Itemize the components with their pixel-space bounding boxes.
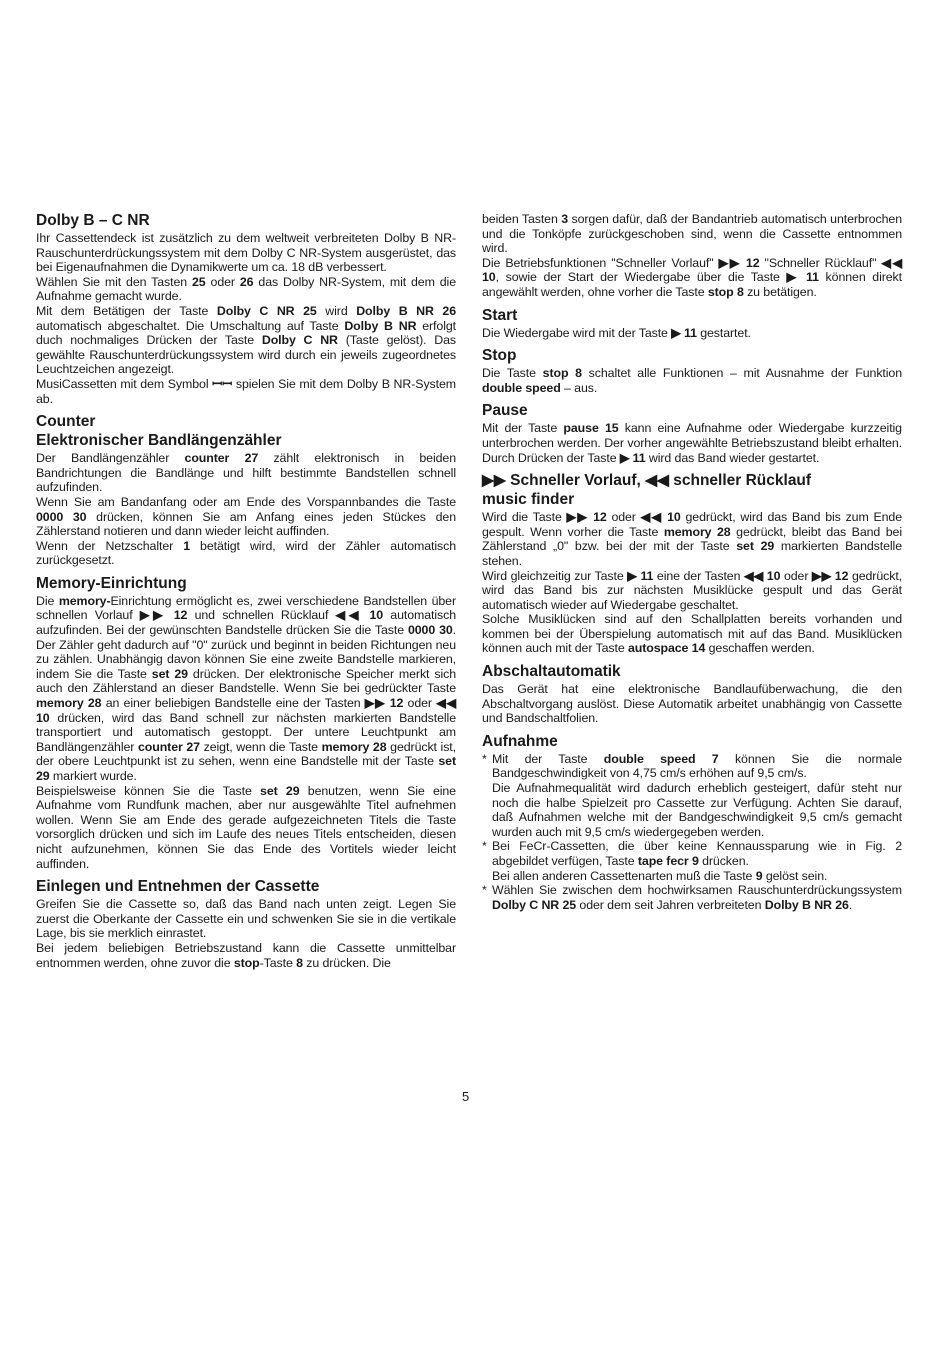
- page-number: 5: [462, 1089, 470, 1104]
- dolby-symbol-icon: ꟷꟷ: [212, 376, 233, 391]
- section-title-memory: Memory-Einrichtung: [36, 574, 187, 592]
- section-title-stop: Stop: [482, 347, 517, 365]
- intro-paragraph-2: Die Betriebsfunktionen "Schneller Vorlauf" ▶▶ 12 "Schneller Rücklauf" ◀◀ 10, sowie der Start der Wiedergabe über die Taste ▶ 11 können direkt angewählt werden, ohne vorher die Taste stop 8 zu betätigen.: [482, 255, 902, 299]
- list-item: * Mit der Taste double speed 7 können Sie die normale Bandgeschwindigkeit von 4,75 cm/s erhöhen auf 9,5 cm/s. Die Aufnahmequalität wird dadurch erheblich gesteigert, dafür steht nur noch die halbe Spielzeit pro Cassette zur Verfügung. Achten Sie darauf, daß Aufnahmen welche mit der Bandgeschwindigkeit 9,5 cm/s gemacht wurden auch mit 9,5 cm/s wiedergegeben werden.: [482, 752, 902, 840]
- dolby-paragraph-1: Ihr Cassettendeck ist zusätzlich zu dem weltweit verbreiteten Dolby B NR-Rauschunterdrückungssystem mit dem Dolby C NR-System ausgerüstet, das bei Eigenaufnahmen die Dynamikwerte um ca. 18 dB verbessert.: [36, 231, 456, 275]
- section-title-recording: Aufnahme: [482, 732, 558, 750]
- left-column: [36, 212, 456, 970]
- ff-paragraph-2: Wird gleichzeitig zur Taste ▶ 11 eine der Tasten ◀◀ 10 oder ▶▶ 12 gedrückt, wird das Band bis zur nächsten Musiklücke gespult und das Gerät automatisch wieder auf Wiedergabe geschaltet.: [482, 568, 903, 612]
- list-item: * Wählen Sie zwischen dem hochwirksamen Rauschunterdrückungssystem Dolby C NR 25 oder dem seit Jahren verbreiteten Dolby B NR 26.: [482, 883, 902, 912]
- section-title-fastforward: ▶▶ Schneller Vorlauf, ◀◀ schneller Rücklauf: [482, 472, 812, 490]
- dolby-paragraph-4: MusiCassetten mit dem Symbol ꟷꟷ spielen Sie mit dem Dolby B NR-System ab.: [36, 376, 456, 406]
- section-title-auto-stop: Abschaltautomatik: [482, 663, 621, 681]
- section-title-start: Start: [482, 306, 518, 324]
- stop-paragraph: Die Taste stop 8 schaltet alle Funktionen – mit Ausnahme der Funktion double speed – aus.: [482, 366, 902, 395]
- section-title-counter: Counter: [36, 413, 96, 431]
- section-title-dolby: Dolby B – C NR: [36, 212, 150, 229]
- pause-paragraph: Mit der Taste pause 15 kann eine Aufnahme oder Wiedergabe kurzzeitig unterbrochen werden. Der vorher angewählte Betriebszustand bleibt erhalten. Durch Drücken der Taste ▶ 11 wird das Band wieder gestartet.: [482, 421, 902, 465]
- memory-paragraph-1: Die memory-Einrichtung ermöglicht es, zwei verschiedene Bandstellen über schnellen Vorlauf ▶▶ 12 und schnellen Rücklauf ◀◀ 10 automatisch aufzufinden. Bei der gewünschten Bandstelle drücken Sie die Taste 0000 30. Der Zähler geht dadurch auf "0" zurück und beginnt in beiden Richtungen neu zu zählen. Unabhängig davon können Sie eine zweite Bandstelle markieren, indem Sie die Taste set 29 drücken. Der elektronische Speicher merkt sich auch den Zählerstand an dieser Bandstelle. Wenn Sie bei gedrückter Taste memory 28 an einer beliebigen Bandstelle eine der Tasten ▶▶ 12 oder ◀◀ 10 drücken, wird das Band schnell zur nächsten markierten Bandstelle transportiert und automatisch gestoppt. Der untere Leuchtpunkt am Bandlängenzähler counter 27 zeigt, wenn die Taste memory 28 gedrückt ist, der obere Leuchtpunkt ist zu sehen, wenn eine Bandstelle mit der Taste set 29 markiert wurde.: [36, 593, 456, 783]
- section-subtitle-music-finder: music finder: [482, 491, 575, 509]
- list-item: * Bei FeCr-Cassetten, die über keine Kennaussparung wie in Fig. 2 abgebildet verfügen, Taste tape fecr 9 drücken. Bei allen anderen Cassettenarten muß die Taste 9 gelöst sein.: [482, 839, 902, 883]
- counter-paragraph-3: Wenn der Netzschalter 1 betätigt wird, wird der Zähler automatisch zurückgesetzt.: [36, 538, 457, 568]
- ff-paragraph-1: Wird die Taste ▶▶ 12 oder ◀◀ 10 gedrückt, wird das Band bis zum Ende gespult. Wenn vorher die Taste memory 28 gedrückt, bleibt das Band bei Zählerstand „0" bzw. bei der mit der Taste set 29 markierten Bandstelle stehen.: [482, 510, 903, 568]
- ff-paragraph-3: Solche Musiklücken sind auf den Schallplatten bereits vorhanden und kommen bei der Überspielung automatisch mit auf das Band. Musiklücken können auch mit der Taste autospace 14 geschaffen werden.: [482, 612, 902, 656]
- cassette-paragraph-2: Bei jedem beliebigen Betriebszustand kann die Cassette unmittelbar entnommen werden, ohne zuvor die stop-Taste 8 zu drücken. Die: [36, 940, 456, 970]
- section-subtitle-counter: Elektronischer Bandlängenzähler: [36, 432, 282, 450]
- memory-paragraph-2: Beispielsweise können Sie die Taste set 29 benutzen, wenn Sie eine Aufnahme vom Rundfunk machen, aber nur ausgewählte Titel aufnehmen wollen. Wenn Sie am Ende des gerade aufgezeichneten Titels die Taste vorsorglich drücken und sich im Laufe des neues Titels entscheiden, diesen nicht aufzunehmen, können Sie das Ende des Vortitels wieder leicht auffinden.: [36, 783, 456, 871]
- counter-paragraph-1: Der Bandlängenzähler counter 27 zählt elektronisch in beiden Bandrichtungen die Bandlänge und hilft bestimmte Bandstellen schnell aufzufinden.: [36, 451, 456, 495]
- recording-list: [482, 752, 902, 913]
- section-title-pause: Pause: [482, 402, 528, 420]
- intro-paragraph-1: beiden Tasten 3 sorgen dafür, daß der Bandantrieb automatisch unterbrochen und die Tonköpfe zurückgeschoben sind, wenn die Cassette entnommen wird.: [482, 212, 902, 256]
- dolby-paragraph-2: Wählen Sie mit den Tasten 25 oder 26 das Dolby NR-System, mit dem die Aufnahme gemacht wurde.: [36, 274, 456, 304]
- auto-stop-paragraph: Das Gerät hat eine elektronische Bandlaufüberwachung, die den Abschaltvorgang auslöst. Diese Automatik arbeitet unabhängig von Cassette und Bandschaltfolien.: [482, 682, 902, 726]
- dolby-paragraph-3: Mit dem Betätigen der Taste Dolby C NR 25 wird Dolby B NR 26 automatisch abgeschaltet. Die Umschaltung auf Taste Dolby B NR erfolgt duch nochmaliges Drücken der Taste Dolby C NR (Taste gelöst). Das gewählte Rauschunterdrückungssystem wird durch ein jeweils zugeordnetes Leuchtzeichen angezeigt.: [36, 303, 456, 377]
- start-paragraph: Die Wiedergabe wird mit der Taste ▶ 11 gestartet.: [482, 325, 751, 340]
- section-title-cassette: Einlegen und Entnehmen der Cassette: [36, 878, 320, 896]
- right-column: [482, 212, 902, 912]
- counter-paragraph-2: Wenn Sie am Bandanfang oder am Ende des Vorspannbandes die Taste 0000 30 drücken, können Sie am Anfang eines jeden Stückes den Zählerstand notieren und dann wieder leicht auffinden.: [36, 494, 456, 539]
- cassette-paragraph-1: Greifen Sie die Cassette so, daß das Band nach unten zeigt. Legen Sie zuerst die Oberkante der Cassette ein und schwenken Sie sie in die vertikale Lage, bis sie merklich einrastet.: [36, 897, 456, 941]
